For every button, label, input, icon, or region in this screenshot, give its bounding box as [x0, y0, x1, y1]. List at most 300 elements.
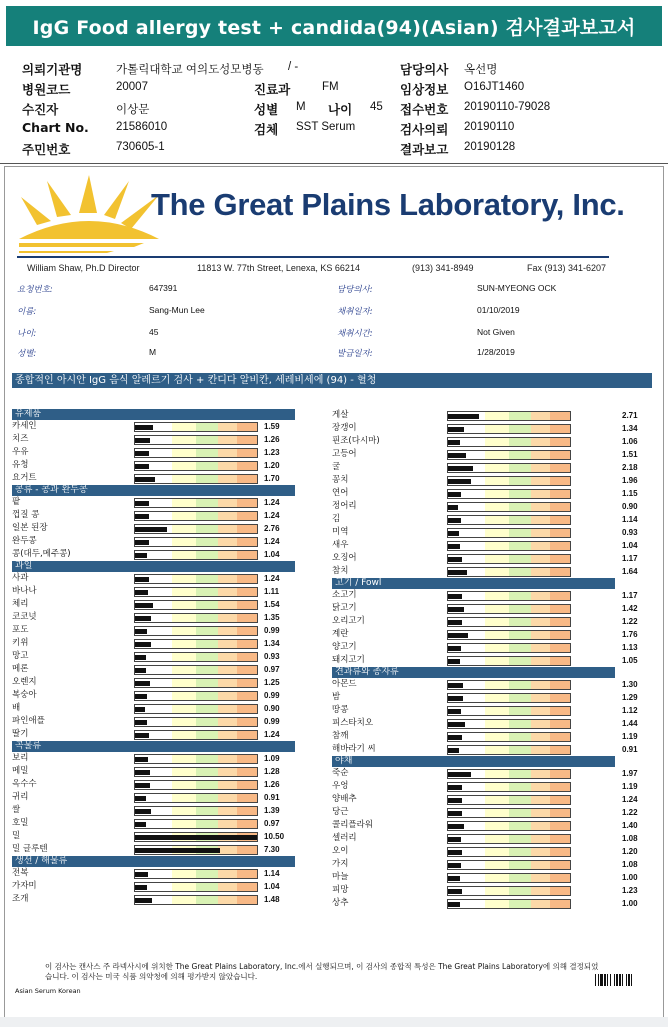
result-row — [12, 509, 294, 522]
result-fill — [448, 876, 460, 881]
result-bar — [134, 550, 258, 560]
result-bar — [134, 600, 258, 610]
result-value: 1.23 — [622, 886, 638, 895]
result-row — [12, 598, 294, 611]
result-fill — [448, 837, 461, 842]
food-name: 피망 — [332, 885, 349, 895]
result-value: 1.26 — [264, 435, 280, 444]
result-value: 1.44 — [622, 719, 638, 728]
food-name: 양배추 — [332, 794, 357, 804]
result-row — [12, 446, 294, 459]
food-name: 아몬드 — [332, 679, 357, 689]
result-row — [332, 654, 652, 667]
header-field-value: 20007 — [116, 81, 148, 93]
result-row — [332, 743, 652, 756]
result-bar — [447, 834, 571, 844]
result-fill — [448, 414, 479, 419]
result-value: 1.23 — [264, 448, 280, 457]
result-fill — [448, 811, 462, 816]
section-title: 종합적인 아시안 IgG 음식 알레르기 검사 + 칸디다 알비칸, 세레비세에 (94) - 혈청 — [12, 373, 652, 388]
header-field-label: 성별 — [254, 102, 279, 117]
barcode-icon — [595, 974, 641, 986]
result-value: 0.93 — [622, 528, 638, 537]
food-name: 코코넛 — [12, 612, 37, 622]
food-name: 껍질 콩 — [12, 510, 40, 520]
result-bar — [447, 732, 571, 742]
food-name: 키위 — [12, 638, 29, 648]
patient-value: Not Given — [477, 327, 515, 337]
result-fill — [135, 629, 147, 634]
result-row — [332, 832, 652, 845]
result-bar — [447, 554, 571, 564]
result-value: 1.17 — [622, 591, 638, 600]
result-bar — [134, 832, 258, 842]
result-value: 1.08 — [622, 834, 638, 843]
food-name: 정어리 — [332, 501, 357, 511]
food-name: 꽁치 — [332, 475, 349, 485]
patient-label: 채취일자: — [337, 307, 373, 317]
result-value: 1.54 — [264, 600, 280, 609]
result-fill — [448, 594, 462, 599]
result-value: 1.11 — [264, 587, 280, 596]
result-bar — [447, 489, 571, 499]
result-value: 0.91 — [264, 793, 280, 802]
result-row — [332, 871, 652, 884]
result-bar — [447, 528, 571, 538]
food-name: 계란 — [332, 629, 349, 639]
result-bar — [447, 567, 571, 577]
food-name: 닭고기 — [332, 603, 357, 613]
food-name: 참치 — [332, 566, 349, 576]
result-row — [12, 548, 294, 561]
food-name: 새우 — [332, 540, 349, 550]
footnote: 이 검사는 캔사스 주 라넥사시에 위치한 The Great Plains Laboratory, Inc.에서 실행되므며, 이 검사의 종합적 특성은 The Great Plains Laboratory에 의해 결정되었습니다. 이 검사는 미국 식품 의약청에 의해 평가받지 않았습니다. — [45, 962, 599, 981]
result-row — [332, 806, 652, 819]
patient-value: 45 — [149, 327, 159, 337]
result-row — [12, 752, 294, 765]
food-name: 요거트 — [12, 473, 37, 483]
result-row — [12, 843, 294, 856]
food-name: 오징어 — [332, 553, 357, 563]
result-value: 1.22 — [622, 808, 638, 817]
result-bar — [134, 806, 258, 816]
result-bar — [447, 617, 571, 627]
food-name: 밀 글루텐 — [12, 844, 48, 854]
result-row — [332, 767, 652, 780]
result-bar — [447, 706, 571, 716]
result-bar — [447, 541, 571, 551]
lab-fax: Fax (913) 341-6207 — [527, 263, 607, 273]
result-value: 1.06 — [622, 437, 638, 446]
result-value: 0.99 — [264, 717, 280, 726]
result-row — [332, 780, 652, 793]
result-fill — [135, 655, 146, 660]
result-fill — [448, 696, 463, 701]
header-info — [0, 52, 668, 164]
result-value: 1.24 — [264, 511, 280, 520]
result-row — [12, 765, 294, 778]
patient-value: Sang-Mun Lee — [149, 305, 205, 315]
header-field-value: / - — [288, 61, 299, 73]
header-field-label: 병원코드 — [22, 82, 71, 97]
result-value: 0.97 — [264, 665, 280, 674]
result-value: 0.97 — [264, 819, 280, 828]
food-name: 김 — [332, 514, 341, 524]
result-row — [12, 522, 294, 535]
result-row — [332, 678, 652, 691]
result-value: 1.04 — [264, 550, 280, 559]
result-value: 1.48 — [264, 895, 280, 904]
result-bar — [134, 819, 258, 829]
result-bar — [447, 745, 571, 755]
result-value: 0.99 — [264, 626, 280, 635]
result-bar — [134, 574, 258, 584]
result-value: 1.97 — [622, 769, 638, 778]
header-field-value: 옥선명 — [464, 64, 498, 76]
lab-phone: (913) 341-8949 — [412, 263, 474, 273]
result-fill — [135, 527, 167, 532]
result-value: 1.35 — [264, 613, 280, 622]
result-fill — [448, 633, 468, 638]
food-name: 소고기 — [332, 590, 357, 600]
result-fill — [135, 681, 150, 686]
result-row — [332, 474, 652, 487]
result-row — [332, 641, 652, 654]
food-name: 땅콩 — [332, 705, 349, 715]
result-bar — [447, 873, 571, 883]
result-fill — [135, 553, 147, 558]
result-row — [332, 704, 652, 717]
category-header: 콩류 - 콩과 완두콩 — [12, 485, 295, 496]
result-fill — [448, 850, 462, 855]
result-value: 1.96 — [622, 476, 638, 485]
food-name: 죽순 — [332, 768, 349, 778]
result-fill — [135, 898, 152, 903]
result-fill — [448, 772, 471, 777]
result-fill — [448, 518, 461, 523]
result-fill — [135, 540, 149, 545]
result-fill — [448, 620, 462, 625]
result-value: 1.14 — [264, 869, 280, 878]
food-name: 장갱이 — [332, 423, 357, 433]
lab-contact-line — [27, 263, 607, 277]
result-row — [332, 691, 652, 704]
result-fill — [135, 872, 148, 877]
result-value: 1.22 — [622, 617, 638, 626]
category-header: 유제품 — [12, 409, 295, 420]
divider — [17, 256, 609, 258]
food-name: 호밀 — [12, 818, 29, 828]
result-value: 2.71 — [622, 411, 638, 420]
result-value: 1.19 — [622, 732, 638, 741]
result-bar — [134, 793, 258, 803]
result-fill — [135, 885, 147, 890]
category-header: 견과류와 종자류 — [332, 667, 615, 678]
result-row — [332, 422, 652, 435]
header-field-label: 접수번호 — [400, 102, 449, 117]
result-value: 1.64 — [622, 567, 638, 576]
result-row — [12, 420, 294, 433]
result-bar — [447, 886, 571, 896]
header-field-label: 검체 — [254, 122, 279, 137]
result-bar — [447, 769, 571, 779]
result-value: 7.30 — [264, 845, 280, 854]
food-name: 쌀 — [12, 805, 21, 815]
result-bar — [134, 422, 258, 432]
header-field-value: M — [296, 101, 306, 113]
patient-value: 647391 — [149, 283, 178, 293]
result-fill — [448, 570, 467, 575]
food-name: 피스타치오 — [332, 718, 374, 728]
result-value: 0.93 — [264, 652, 280, 661]
result-value: 1.24 — [264, 498, 280, 507]
result-fill — [135, 835, 257, 840]
result-value: 1.30 — [622, 680, 638, 689]
result-fill — [135, 809, 151, 814]
food-name: 유청 — [12, 460, 29, 470]
result-bar — [134, 511, 258, 521]
result-value: 1.04 — [264, 882, 280, 891]
header-field-label: 수진자 — [22, 102, 59, 117]
result-bar — [134, 704, 258, 714]
result-value: 1.24 — [264, 730, 280, 739]
food-name: 오렌지 — [12, 677, 37, 687]
result-row — [332, 793, 652, 806]
result-row — [12, 880, 294, 893]
result-fill — [135, 438, 150, 443]
result-row — [332, 552, 652, 565]
result-bar — [447, 860, 571, 870]
patient-label: 나이: — [17, 329, 37, 339]
result-row — [12, 535, 294, 548]
food-name: 전복 — [12, 868, 29, 878]
result-fill — [448, 722, 465, 727]
result-fill — [135, 477, 155, 482]
header-field-label: 주민번호 — [22, 142, 71, 157]
food-name: 셀러리 — [332, 833, 357, 843]
result-bar — [134, 767, 258, 777]
food-name: 메론 — [12, 664, 29, 674]
result-bar — [447, 476, 571, 486]
result-value: 1.12 — [622, 706, 638, 715]
patient-label: 성별: — [17, 349, 37, 359]
result-bar — [134, 869, 258, 879]
result-fill — [135, 707, 145, 712]
result-row — [332, 615, 652, 628]
result-fill — [448, 531, 459, 536]
food-name: 고등어 — [332, 449, 357, 459]
result-fill — [448, 824, 464, 829]
result-row — [332, 858, 652, 871]
result-value: 1.34 — [264, 639, 280, 648]
food-name: 돼지고기 — [332, 655, 365, 665]
result-row — [12, 867, 294, 880]
header-field-value: FM — [322, 81, 339, 93]
food-name: 밀 — [12, 831, 21, 841]
header-field-label: 담당의사 — [400, 62, 449, 77]
result-fill — [448, 902, 460, 907]
result-bar — [447, 656, 571, 666]
result-fill — [135, 694, 147, 699]
result-row — [12, 650, 294, 663]
result-bar — [134, 435, 258, 445]
result-row — [12, 728, 294, 741]
result-value: 1.26 — [264, 780, 280, 789]
food-name: 미역 — [332, 527, 349, 537]
result-value: 1.24 — [622, 795, 638, 804]
result-row — [12, 893, 294, 906]
result-bar — [134, 613, 258, 623]
result-row — [12, 637, 294, 650]
result-fill — [448, 492, 461, 497]
result-value: 1.00 — [622, 899, 638, 908]
result-bar — [134, 448, 258, 458]
patient-label: 채취시간: — [337, 329, 373, 339]
result-value: 0.90 — [622, 502, 638, 511]
result-fill — [135, 783, 150, 788]
result-fill — [448, 735, 462, 740]
result-bar — [447, 899, 571, 909]
result-value: 1.20 — [622, 847, 638, 856]
food-name: 굴 — [332, 462, 341, 472]
lab-name: The Great Plains Laboratory, Inc. — [151, 187, 625, 222]
patient-label: 담당의사: — [337, 285, 373, 295]
result-value: 1.20 — [264, 461, 280, 470]
result-bar — [134, 754, 258, 764]
result-value: 1.59 — [264, 422, 280, 431]
result-row — [332, 565, 652, 578]
header-field-value: 45 — [370, 101, 383, 113]
header-field-value: 730605-1 — [116, 141, 165, 153]
header-field-value: SST Serum — [296, 121, 356, 133]
result-row — [12, 433, 294, 446]
result-bar — [134, 780, 258, 790]
food-name: 카세인 — [12, 421, 37, 431]
lab-director: William Shaw, Ph.D Director — [27, 263, 140, 273]
result-fill — [448, 505, 458, 510]
result-bar — [447, 450, 571, 460]
bottom-strip — [0, 1017, 668, 1027]
food-name: 배 — [12, 703, 21, 713]
result-value: 0.99 — [264, 691, 280, 700]
result-row — [12, 624, 294, 637]
result-row — [12, 472, 294, 485]
result-row — [12, 804, 294, 817]
header-field-value: O16JT1460 — [464, 81, 525, 93]
result-bar — [134, 652, 258, 662]
result-fill — [135, 603, 153, 608]
food-name: 포도 — [12, 625, 29, 635]
result-value: 1.19 — [622, 782, 638, 791]
food-name: 복숭아 — [12, 690, 37, 700]
result-row — [332, 628, 652, 641]
result-row — [332, 845, 652, 858]
result-value: 1.17 — [622, 554, 638, 563]
header-field-label: 진료과 — [254, 82, 291, 97]
result-value: 1.00 — [622, 873, 638, 882]
patient-value: SUN-MYEONG OCK — [477, 283, 557, 293]
result-bar — [134, 691, 258, 701]
result-value: 2.76 — [264, 524, 280, 533]
food-name: 참깨 — [332, 731, 349, 741]
result-fill — [135, 642, 151, 647]
food-name: 가자미 — [12, 881, 37, 891]
result-value: 1.14 — [622, 515, 638, 524]
result-bar — [447, 693, 571, 703]
header-field-value: 20190110 — [464, 121, 515, 133]
result-row — [12, 611, 294, 624]
result-row — [332, 487, 652, 500]
result-fill — [135, 796, 146, 801]
food-name: 치즈 — [12, 434, 29, 444]
patient-value: 01/10/2019 — [477, 305, 520, 315]
result-row — [332, 409, 652, 422]
result-row — [12, 496, 294, 509]
result-row — [332, 884, 652, 897]
header-field-value: 가톨릭대학교 여의도성모병동 — [116, 64, 264, 76]
result-row — [12, 830, 294, 843]
result-row — [332, 602, 652, 615]
result-value: 1.42 — [622, 604, 638, 613]
result-bar — [134, 730, 258, 740]
result-fill — [448, 466, 473, 471]
result-bar — [134, 678, 258, 688]
food-name: 파인애플 — [12, 716, 45, 726]
food-name: 조개 — [12, 894, 29, 904]
result-bar — [447, 411, 571, 421]
result-value: 1.05 — [622, 656, 638, 665]
result-value: 10.50 — [264, 832, 285, 841]
result-fill — [448, 798, 462, 803]
food-name: 우엉 — [332, 781, 349, 791]
result-bar — [134, 461, 258, 471]
result-fill — [135, 822, 146, 827]
header-field-label: 나이 — [328, 102, 353, 117]
result-fill — [448, 889, 462, 894]
food-name: 체리 — [12, 599, 29, 609]
result-bar — [447, 502, 571, 512]
food-name: 밤 — [332, 692, 341, 702]
header-field-value: 21586010 — [116, 121, 168, 133]
result-bar — [447, 821, 571, 831]
header-field-label: 결과보고 — [400, 142, 449, 157]
result-fill — [135, 514, 149, 519]
result-fill — [448, 659, 460, 664]
result-fill — [448, 557, 462, 562]
category-header: 곡물류 — [12, 741, 295, 752]
result-bar — [447, 719, 571, 729]
result-row — [332, 897, 652, 910]
header-field-value: 20190110-79028 — [464, 101, 551, 113]
result-value: 1.04 — [622, 541, 638, 550]
result-fill — [135, 577, 149, 582]
result-bar — [447, 847, 571, 857]
result-row — [332, 717, 652, 730]
food-name: 사과 — [12, 573, 29, 583]
result-row — [12, 702, 294, 715]
food-name: 오리고기 — [332, 616, 365, 626]
result-fill — [448, 479, 471, 484]
result-row — [332, 526, 652, 539]
result-value: 0.91 — [622, 745, 638, 754]
food-name: 콜리플라워 — [332, 820, 374, 830]
result-fill — [135, 848, 220, 853]
result-bar — [134, 498, 258, 508]
result-bar — [134, 587, 258, 597]
food-name: 콩(대두,메주콩) — [12, 549, 71, 559]
result-fill — [448, 453, 466, 458]
result-bar — [447, 630, 571, 640]
